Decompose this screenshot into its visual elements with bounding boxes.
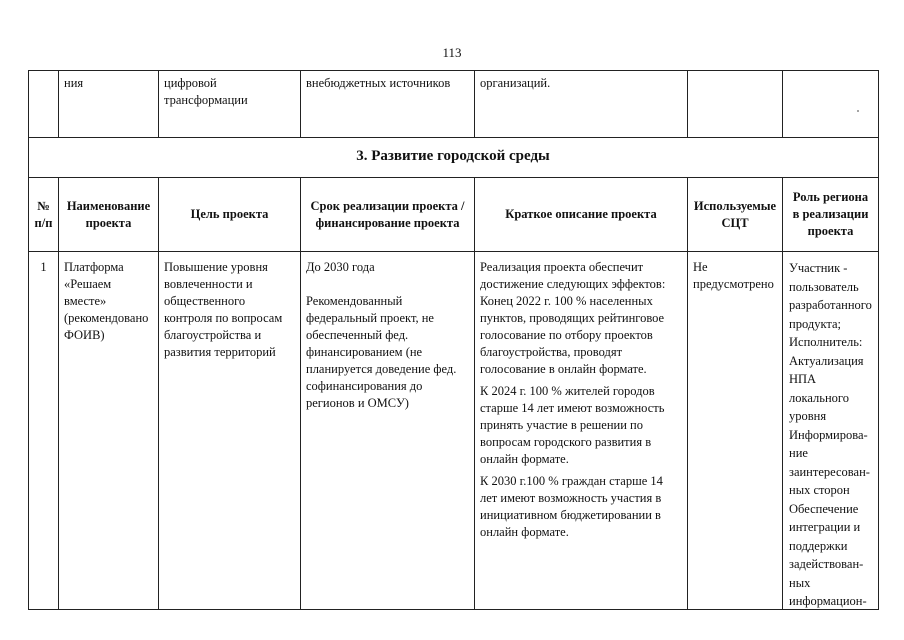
table-border-right bbox=[878, 70, 879, 610]
header-tech bbox=[688, 178, 782, 251]
table-rule bbox=[28, 251, 879, 252]
row-description-paragraph: К 2030 г.100 % граждан старше 14 лет имеют возможность участия в инициативном бюджетировании в онлайн формате. bbox=[480, 474, 663, 539]
continuation-cell-description: организаций. bbox=[480, 76, 551, 90]
column-divider bbox=[474, 70, 475, 137]
table-rule bbox=[28, 609, 879, 610]
row-term-deadline: До 2030 года bbox=[306, 260, 375, 274]
header-goal-label: Цель проекта bbox=[190, 207, 269, 221]
header-description bbox=[475, 178, 687, 251]
column-divider bbox=[158, 70, 159, 137]
row-tech: Не предусмотрено bbox=[693, 260, 774, 291]
header-role bbox=[783, 178, 878, 251]
row-term bbox=[302, 259, 472, 412]
section-title: 3. Развитие городской среды bbox=[356, 148, 550, 164]
header-term bbox=[301, 178, 474, 251]
header-num-label: № п/п bbox=[34, 198, 53, 230]
row-num: 1 bbox=[40, 260, 47, 274]
row-goal: Повышение уровня вовлеченности и общественного контроля по вопросам благоустройства и развития территорий bbox=[164, 260, 283, 359]
row-description bbox=[476, 259, 685, 546]
row-description-paragraph: Реализация проекта обеспечит достижение следующих эффектов: Конец 2022 г. 100 % населенных пунктов, проводящих рейтинговое голосование по отбору проектов благоустройства, проводят голосование в онлайн формате. bbox=[480, 260, 666, 376]
page-number: 113 bbox=[442, 45, 462, 60]
continuation-cell-term: внебюджетных источников bbox=[306, 76, 451, 90]
continuation-cell-goal: цифровой трансформации bbox=[164, 76, 248, 107]
header-tech-label: Используемые СЦТ bbox=[693, 198, 777, 230]
column-divider bbox=[58, 70, 59, 137]
row-role: Участник - пользователь разработанного продукта; Исполнитель: Актуализация НПА локального уровня Информирова-ние заинтересован-ных сторон Обеспечение интеграции и поддержки задействован-ных информацион- bbox=[789, 261, 872, 608]
column-divider bbox=[300, 70, 301, 137]
row-term-financing: Рекомендованный федеральный проект, не обеспеченный фед. финансированием (не планируется доведение фед. софинансирования до регионов и ОМСУ) bbox=[306, 294, 457, 410]
header-description-label: Краткое описание проекта bbox=[505, 207, 657, 221]
header-term-label: Срок реализации проекта / финансирование проекта bbox=[310, 198, 465, 230]
row-description-paragraph: К 2024 г. 100 % жителей городов старше 14 лет имеют возможность принять участие в решении по вопросам городского развития в онлайн формате. bbox=[480, 384, 665, 466]
header-goal bbox=[159, 178, 300, 251]
table-border-top bbox=[28, 70, 879, 71]
header-num bbox=[29, 178, 58, 251]
column-divider bbox=[782, 70, 783, 137]
header-role-label: Роль региона в реализации проекта bbox=[792, 190, 869, 238]
row-name: Платформа «Решаем вместе» (рекомендовано ФОИВ) bbox=[64, 260, 149, 342]
header-name bbox=[59, 178, 158, 251]
column-divider bbox=[687, 70, 688, 137]
continuation-cell-name: ния bbox=[64, 76, 84, 90]
scan-speck bbox=[857, 110, 859, 112]
header-name-label: Наименование проекта bbox=[66, 198, 151, 230]
table-rule bbox=[28, 137, 879, 138]
